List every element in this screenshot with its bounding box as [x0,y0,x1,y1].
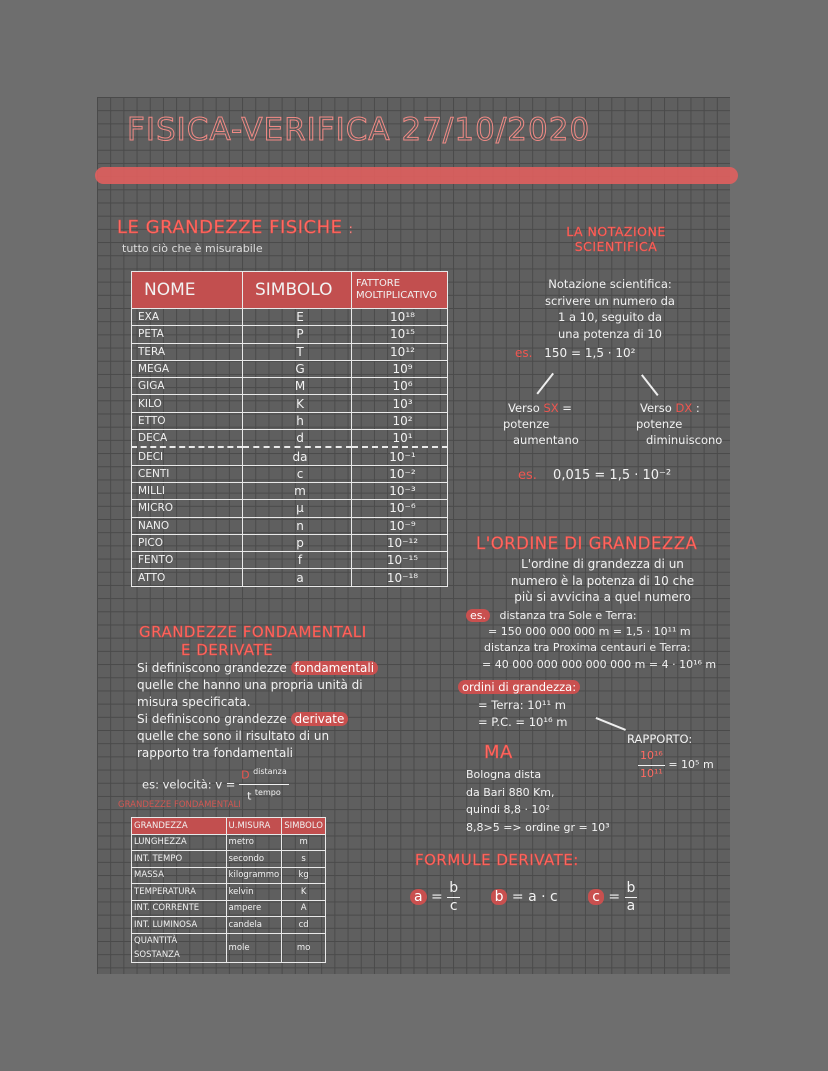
prefix-factor: 10⁻¹ [352,447,448,465]
table-row [132,933,326,962]
prefix-factor: 10¹² [352,343,448,360]
table-row [132,900,326,917]
prefix-factor: 10¹⁸ [352,309,448,326]
simbolo-cell: m [282,834,326,851]
grandezze-heading-text: LE GRANDEZZE FISICHE [117,217,343,238]
prefix-factor: 10¹ [352,430,448,448]
rapporto-den: 10¹¹ [640,766,663,780]
velocita-num [239,764,289,785]
table-row [132,482,448,499]
dx-label: Verso [640,401,672,415]
velocita-fraction [239,764,289,806]
prefix-factor: 10⁶ [352,378,448,395]
col-nome: NOME [132,272,243,309]
ordine-example-line: distanza tra Sole e Terra: [499,609,637,622]
table-row [132,867,326,884]
formule-row: a = $\frac{b}{c}$ b = a · c c = $\frac{b}{a}$ [410,880,710,914]
ordine-example-line: = 40 000 000 000 000 000 m = 4 · 10¹⁶ m [482,657,717,671]
table-row [132,360,448,377]
ordine-examples [466,608,728,673]
formula1-var: a [410,889,427,905]
sx-line: aumentano [513,433,579,447]
table-row [132,343,448,360]
simbolo-cell: s [282,851,326,868]
unita-cell: secondo [226,851,282,868]
table-row [132,412,448,429]
prefix-name: NANO [132,517,243,534]
formula3-var: c [588,889,604,905]
prefix-name: DECI [132,447,243,465]
notazione-heading-line1: LA NOTAZIONE [566,224,666,239]
es-label: es. [466,609,490,622]
grandezze-heading [117,217,353,238]
unita-cell: candela [226,917,282,934]
ordine-line: L'ordine di grandezza di un [521,557,684,571]
ordini-label [458,679,580,696]
fondamentali-table-header [132,818,326,835]
rapporto-num: 10¹⁶ [638,748,665,766]
prefix-symbol: E [243,309,352,326]
ordini-terra: = Terra: 10¹¹ m [478,698,566,712]
fondamentali-line: Si definiscono grandezze [137,712,291,726]
prefix-name: EXA [132,309,243,326]
es-label: es. [518,468,537,483]
prefix-factor: 10⁻⁹ [352,517,448,534]
prefix-factor: 10³ [352,395,448,412]
ordine-example-line: distanza tra Proxima centauri e Terra: [484,641,691,655]
sx-label: Verso [508,401,540,415]
prefix-factor: 10¹⁵ [352,326,448,343]
prefix-name: CENTI [132,465,243,482]
col-umisura: U.MISURA [226,818,282,835]
rapporto-fraction [638,748,665,782]
unita-cell: kilogrammo [226,867,282,884]
formula1-fraction [447,880,460,914]
table-row [132,834,326,851]
bologna-line: Bologna dista [466,768,542,781]
table-row [132,884,326,901]
fondamentali-line: quelle che sono il risultato di un [137,729,330,743]
prefix-symbol: h [243,412,352,429]
table-row [132,569,448,586]
table-row [132,851,326,868]
fondamentali-highlight: fondamentali [291,661,379,675]
simbolo-cell: kg [282,867,326,884]
formula2-rhs: = a · c [511,889,558,906]
grandezze-heading-colon: : [348,222,354,236]
formula3-den: a [626,897,636,914]
prefix-symbol: K [243,395,352,412]
notazione-heading [560,224,672,254]
col-grandezza: GRANDEZZA [132,818,227,835]
simbolo-cell: mo [282,933,326,962]
col-fattore: FATTORE MOLTIPLICATIVO [352,272,448,309]
rapporto [638,748,714,782]
rapporto-label: RAPPORTO: [627,732,693,746]
prefix-symbol: P [243,326,352,343]
notazione-example2 [518,468,671,485]
notazione-heading-line2: SCIENTIFICA [574,239,658,254]
verso-dx: Verso DX : potenze diminuiscono [636,401,723,447]
verso-sx: Verso SX = potenze aumentano [503,401,579,447]
prefix-symbol: f [243,552,352,569]
ordini-values [478,697,567,731]
small-table-heading: GRANDEZZE FONDAMENTALI [118,800,241,810]
prefix-factor: 10² [352,412,448,429]
fondamentali-heading-line2: E DERIVATE [181,641,274,659]
fondamentali-table [131,817,326,963]
prefix-factor: 10⁻¹⁸ [352,569,448,586]
notazione-line: 1 a 10, seguito da [557,310,663,325]
grandezza-cell: INT. LUMINOSA [132,917,227,934]
prefix-name: ATTO [132,569,243,586]
velocita-den-symbol: t [247,789,252,803]
prefix-symbol: μ [243,500,352,517]
table-row [132,378,448,395]
rapporto-result: = 10⁵ m [668,758,714,772]
bologna-line: da Bari 880 Km, [466,785,555,799]
bologna-example [466,766,610,836]
velocita-den-note: tempo [254,788,281,798]
derivate-highlight: derivate [291,712,349,726]
bologna-line: 8,8>5 => ordine gr = 10³ [466,820,610,834]
prefix-name: FENTO [132,552,243,569]
prefix-symbol: d [243,430,352,448]
formula3-num: b [626,880,636,896]
formula3-fraction [625,880,638,914]
prefix-name: MILLI [132,482,243,499]
table-row [132,552,448,569]
notazione-line: Notazione scientifica: [548,277,672,291]
prefix-name: MICRO [132,500,243,517]
prefix-factor: 10⁻¹⁵ [352,552,448,569]
grandezza-cell: LUNGHEZZA [132,834,227,851]
dx-line: diminuiscono [646,433,723,447]
table-row [132,517,448,534]
table-row [132,430,448,448]
formula1-den: c [449,897,458,914]
prefix-symbol: m [243,482,352,499]
example2-value: 0,015 = 1,5 · 10⁻² [553,468,672,483]
notazione-line: una potenza di 10 [557,326,662,341]
prefix-factor: 10⁻³ [352,482,448,499]
sx-key: SX [543,401,559,415]
ordini-label-text: ordini di grandezza: [458,680,580,694]
ma-label: MA [484,742,513,763]
dx-line: potenze [636,417,683,431]
fondamentali-heading-line1: GRANDEZZE FONDAMENTALI [139,623,367,641]
prefix-symbol: a [243,569,352,586]
ordine-line: più si avvicina a quel numero [514,590,691,605]
prefix-symbol: M [243,378,352,395]
notazione-example [515,345,635,362]
formule-heading: FORMULE DERIVATE: [415,851,579,869]
table-row [132,447,448,465]
velocita-num-symbol: D [241,768,250,782]
prefix-symbol: c [243,465,352,482]
table-row [132,465,448,482]
table-row [132,500,448,517]
bologna-line: quindi 8,8 · 10² [466,803,550,816]
example-value: 150 = 1,5 · 10² [544,346,636,360]
grandezza-cell: TEMPERATURA [132,884,227,901]
page-title: FISICA-VERIFICA 27/10/2020 [127,112,591,148]
formula1-num: b [449,880,459,896]
grandezza-cell: INT. TEMPO [132,851,227,868]
prefix-symbol: T [243,343,352,360]
ordini-pc: = P.C. = 10¹⁶ m [478,715,568,729]
table-row [132,395,448,412]
simbolo-cell: K [282,884,326,901]
unita-cell: metro [226,834,282,851]
grandezze-subtitle: tutto ciò che è misurabile [122,242,263,255]
notazione-text [520,276,700,342]
ordine-text [480,556,725,606]
prefix-name: TERA [132,343,243,360]
formula2-var: b [491,889,508,905]
simbolo-cell: cd [282,917,326,934]
notazione-line: scrivere un numero da [545,293,675,308]
prefix-factor: 10⁻¹² [352,534,448,551]
prefix-table-header [132,272,448,309]
unita-cell: mole [226,933,282,962]
simbolo-cell: A [282,900,326,917]
unita-cell: ampere [226,900,282,917]
fondamentali-line: misura specificata. [137,695,251,709]
grandezza-cell: MASSA [132,867,227,884]
ordine-example-line: = 150 000 000 000 m = 1,5 · 10¹¹ m [488,625,691,639]
fondamentali-heading [139,623,367,659]
es-label: es. [515,346,533,360]
velocita-den [239,785,289,805]
unita-cell: kelvin [226,884,282,901]
fondamentali-line: quelle che hanno una propria unità di [137,678,363,692]
prefix-name: DECA [132,430,243,448]
prefix-symbol: n [243,517,352,534]
ordine-line: numero è la potenza di 10 che [510,573,695,588]
prefix-symbol: da [243,447,352,465]
prefix-name: PETA [132,326,243,343]
prefix-factor: 10⁻² [352,465,448,482]
velocita-num-note: distanza [253,767,287,776]
grandezza-cell: INT. CORRENTE [132,900,227,917]
prefix-factor: 10⁹ [352,360,448,377]
col-simbolo: SIMBOLO [243,272,352,309]
prefix-name: MEGA [132,360,243,377]
prefix-name: ETTO [132,412,243,429]
prefix-factor: 10⁻⁶ [352,500,448,517]
prefix-name: PICO [132,534,243,551]
grandezza-cell: QUANTITÀ SOSTANZA [132,933,227,962]
sx-line: potenze [503,417,550,431]
table-row [132,534,448,551]
fondamentali-text [137,660,378,762]
prefix-symbol: G [243,360,352,377]
table-row [132,309,448,326]
prefix-table [131,271,448,587]
table-row [132,917,326,934]
prefix-symbol: p [243,534,352,551]
prefix-name: GIGA [132,378,243,395]
ordine-heading: L'ORDINE DI GRANDEZZA [476,534,698,553]
fondamentali-line: Si definiscono grandezze [137,661,291,675]
title-underline-bar [95,167,738,184]
fondamentali-line: rapporto tra fondamentali [137,746,294,760]
prefix-name: KILO [132,395,243,412]
col-simbolo: SIMBOLO [282,818,326,835]
table-row [132,326,448,343]
dx-key: DX [675,401,693,415]
velocita-label: es: velocità: v = [142,777,236,792]
